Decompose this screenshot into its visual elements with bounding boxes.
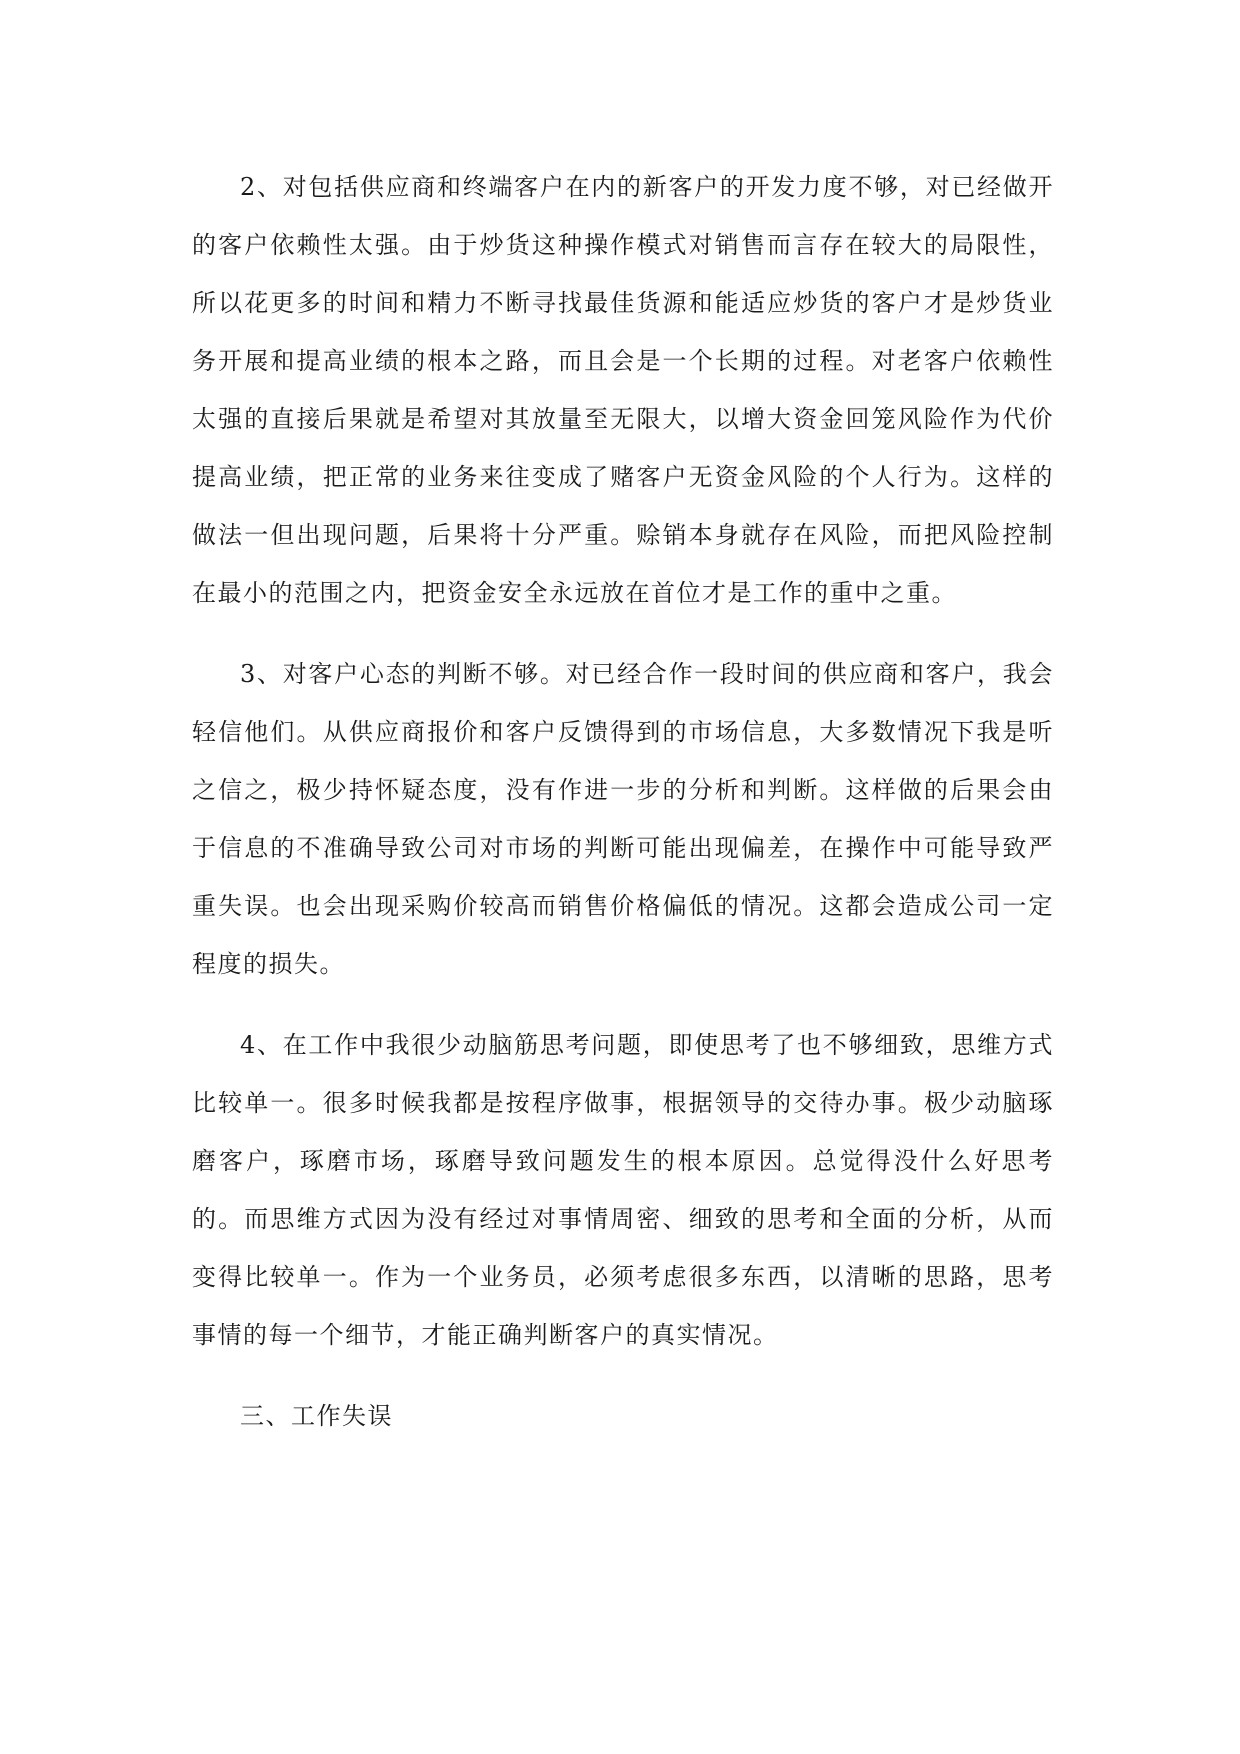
paragraph-point-4: 4、在工作中我很少动脑筋思考问题，即使思考了也不够细致，思维方式比较单一。很多时候我都是按程序做事，根据领导的交待办事。极少动脑琢磨客户，琢磨市场，琢磨导致问题发生的根本原因。总觉得没什么好思考的。而思维方式因为没有经过对事情周密、细致的思考和全面的分析，从而变得比较单一。作为一个业务员，必须考虑很多东西，以清晰的思路，思考事情的每一个细节，才能正确判断客户的真实情况。 [192,1031,1054,1349]
section-heading: 三、工作失误 [240,1402,393,1430]
paragraph-point-2: 2、对包括供应商和终端客户在内的新客户的开发力度不够，对已经做开的客户依赖性太强。由于炒货这种操作模式对销售而言存在较大的局限性，所以花更多的时间和精力不断寻找最佳货源和能适应炒货的客户才是炒货业务开展和提高业绩的根本之路，而且会是一个长期的过程。对老客户依赖性太强的直接后果就是希望对其放量至无限大，以增大资金回笼风险作为代价提高业绩，把正常的业务来往变成了赌客户无资金风险的个人行为。这样的做法一但出现问题，后果将十分严重。赊销本身就存在风险，而把风险控制在最小的范围之内，把资金安全永远放在首位才是工作的重中之重。 [192,173,1054,607]
paragraph-point-3: 3、对客户心态的判断不够。对已经合作一段时间的供应商和客户，我会轻信他们。从供应商报价和客户反馈得到的市场信息，大多数情况下我是听之信之，极少持怀疑态度，没有作进一步的分析和判断。这样做的后果会由于信息的不准确导致公司对市场的判断可能出现偏差，在操作中可能导致严重失误。也会出现采购价较高而销售价格偏低的情况。这都会造成公司一定程度的损失。 [192,660,1054,978]
document-body [192,158,1054,1445]
